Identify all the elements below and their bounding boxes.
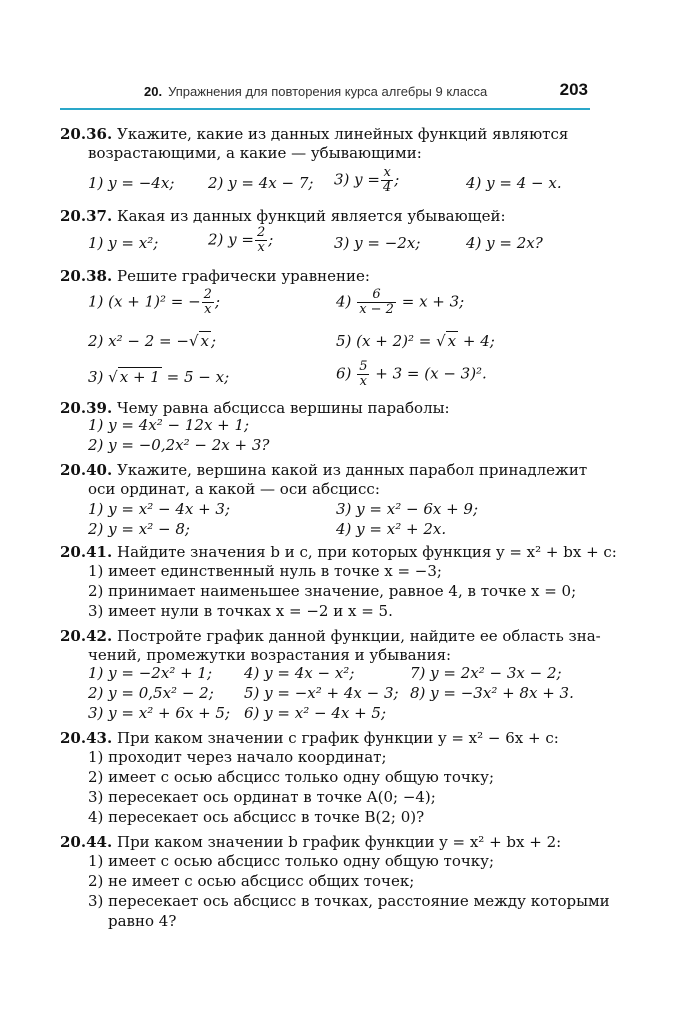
task-number: 20.42.	[60, 627, 113, 645]
option: 8) y = −3x² + 8x + 3.	[410, 684, 574, 702]
option: 3) y = −2x;	[334, 234, 421, 252]
task-text: Чему равна абсцисса вершины параболы:	[116, 399, 450, 417]
option: 1) имеет единственный нуль в точке x = −3;	[88, 562, 442, 580]
task-number: 20.43.	[60, 729, 113, 747]
option: 2) не имеет с осью абсцисс общих точек;	[88, 872, 415, 890]
option-fraction	[336, 360, 487, 389]
task-20-39-title	[60, 398, 450, 418]
task-20-40-text-cont: оси ординат, а какой — оси абсцисс:	[88, 480, 380, 498]
task-20-36-text-cont: возрастающими, а какие — убывающими:	[88, 144, 422, 162]
task-20-44-title	[60, 832, 561, 852]
option-label: 4)	[336, 292, 352, 311]
radicand: x	[200, 332, 209, 350]
option: 4) y = x² + 2x.	[336, 520, 447, 538]
denominator: x	[257, 240, 265, 255]
denominator: 4	[382, 180, 392, 195]
numerator: 2	[203, 287, 212, 302]
task-20-37-title	[60, 206, 506, 226]
option-label: 6)	[336, 364, 352, 383]
task-text: При каком значении b график функции y = x² + bx + 2:	[116, 833, 562, 851]
option-tail: ;	[214, 292, 221, 311]
option-tail: ;	[211, 332, 217, 350]
denominator: x	[204, 302, 212, 317]
radicand: x + 1	[119, 368, 160, 386]
task-text: Постройте график данной функции, найдите ее область зна-	[116, 627, 601, 645]
task-20-36-title	[60, 124, 568, 144]
option: 2) y = 4x − 7;	[208, 174, 314, 192]
option-label: 3) y =	[334, 170, 380, 189]
task-number: 20.36.	[60, 125, 113, 143]
option-tail: + 3 = (x − 3)².	[375, 364, 487, 383]
option: 4) y = 4 − x.	[466, 174, 562, 192]
option-label: 3)	[88, 368, 104, 386]
option: 1) y = −2x² + 1;	[88, 664, 213, 682]
chapter-heading	[144, 84, 487, 99]
chapter-title: Упражнения для повторения курса алгебры 9 класса	[168, 84, 488, 99]
numerator: x	[381, 166, 393, 181]
option: 1) проходит через начало координат;	[88, 748, 387, 766]
option: 3) пересекает ось ординат в точке A(0; −4);	[88, 788, 436, 806]
task-text: Укажите, какие из данных линейных функций являются	[116, 125, 569, 143]
task-text: Укажите, вершина какой из данных парабол принадлежит	[116, 461, 588, 479]
option: 2) y = −0,2x² − 2x + 3?	[88, 436, 270, 454]
option: 2) принимает наименьшее значение, равное 4, в точке x = 0;	[88, 582, 577, 600]
denominator: x − 2	[359, 302, 394, 317]
option-cont: равно 4?	[108, 912, 177, 930]
task-20-42-text-cont: чений, промежутки возрастания и убывания:	[88, 646, 452, 664]
option: 6) y = x² − 4x + 5;	[244, 704, 387, 722]
numerator: 6	[357, 288, 396, 303]
option-fraction	[88, 288, 220, 317]
option-label: 5) (x + 2)² =	[336, 332, 432, 350]
task-20-42-title	[60, 626, 601, 646]
option: 1) имеет с осью абсцисс только одну общую точку;	[88, 852, 495, 870]
option-label: 2) y =	[208, 230, 254, 249]
option: 2) y = x² − 8;	[88, 520, 190, 538]
option-tail: = x + 3;	[401, 292, 465, 311]
option: 3) y = x² + 6x + 5;	[88, 704, 231, 722]
task-text: Решите графически уравнение:	[116, 267, 370, 285]
option-fraction	[336, 288, 464, 317]
option: 4) пересекает ось абсцисс в точке B(2; 0)?	[88, 808, 425, 826]
option: 1) y = 4x² − 12x + 1;	[88, 416, 250, 434]
option-fraction	[208, 226, 273, 255]
fraction	[381, 166, 393, 195]
fraction	[357, 360, 369, 389]
option-label: 1) (x + 1)² = −	[88, 292, 201, 311]
option: 3) y = x² − 6x + 9;	[336, 500, 479, 518]
option-fraction	[334, 166, 399, 195]
option-root: 5) (x + 2)² = √ x + 4;	[336, 332, 495, 350]
task-number: 20.44.	[60, 833, 113, 851]
chapter-number: 20.	[144, 84, 163, 99]
task-20-38-title	[60, 266, 370, 286]
fraction	[357, 288, 396, 317]
task-number: 20.38.	[60, 267, 113, 285]
option: 2) y = 0,5x² − 2;	[88, 684, 214, 702]
option: 4) y = 4x − x²;	[244, 664, 355, 682]
option-tail: ;	[268, 230, 274, 249]
page-number: 203	[559, 80, 588, 99]
task-text: При каком значении c график функции y = x² − 6x + c:	[116, 729, 559, 747]
task-number: 20.39.	[60, 399, 113, 417]
task-number: 20.41.	[60, 543, 113, 561]
option-root: 3) √ x + 1 = 5 − x;	[88, 368, 230, 386]
task-20-40-title	[60, 460, 587, 480]
task-text: Какая из данных функций является убывающей:	[116, 207, 506, 225]
option: 1) y = −4x;	[88, 174, 175, 192]
task-20-41-title	[60, 542, 617, 562]
numerator: 2	[256, 225, 266, 240]
option-tail: ;	[394, 170, 400, 189]
option-tail: + 4;	[462, 332, 495, 350]
task-number: 20.37.	[60, 207, 113, 225]
option-root: 2) x² − 2 = −√ x ;	[88, 332, 217, 350]
task-20-43-title	[60, 728, 559, 748]
option: 1) y = x² − 4x + 3;	[88, 500, 231, 518]
radicand: x	[447, 332, 457, 350]
option: 3) имеет нули в точках x = −2 и x = 5.	[88, 602, 393, 620]
option: 7) y = 2x² − 3x − 2;	[410, 664, 562, 682]
denominator: x	[359, 374, 367, 389]
option-label: 2) x² − 2 = −	[88, 332, 189, 350]
task-text: Найдите значения b и c, при которых функция y = x² + bx + c:	[116, 543, 617, 561]
option: 3) пересекает ось абсцисс в точках, расстояние между которыми	[88, 892, 610, 910]
option-tail: = 5 − x;	[166, 368, 230, 386]
option: 1) y = x²;	[88, 234, 159, 252]
option: 4) y = 2x?	[466, 234, 543, 252]
option: 2) имеет с осью абсцисс только одну общую точку;	[88, 768, 495, 786]
task-number: 20.40.	[60, 461, 113, 479]
option: 5) y = −x² + 4x − 3;	[244, 684, 399, 702]
fraction	[202, 288, 214, 317]
page-header	[60, 80, 590, 110]
fraction	[255, 226, 267, 255]
numerator: 5	[359, 359, 368, 374]
